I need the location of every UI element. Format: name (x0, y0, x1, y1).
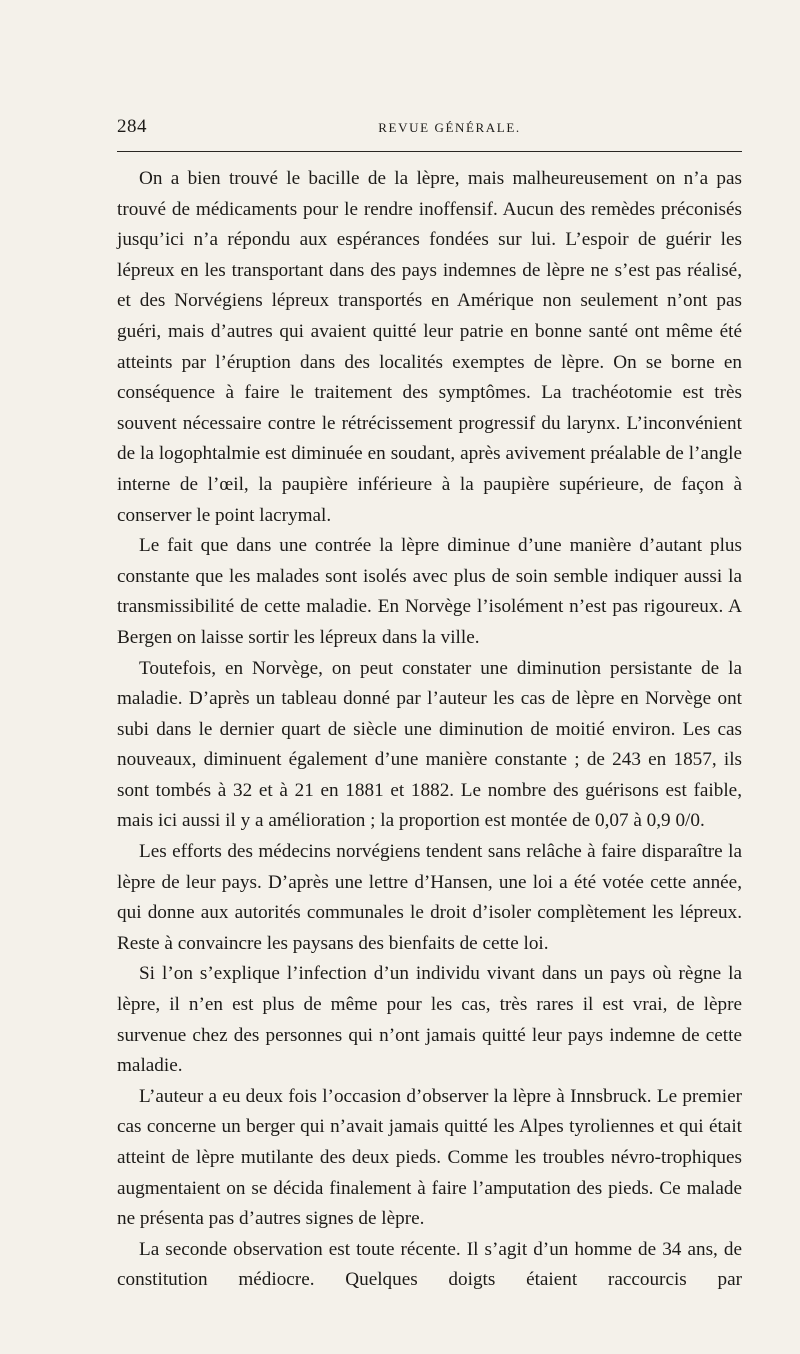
running-title: REVUE GÉNÉRALE. (378, 120, 521, 135)
page-number: 284 (117, 116, 147, 137)
paragraph: La seconde observation est toute récente. Il s’agit d’un homme de 34 ans, de constitution médiocre. Quelques doigts étaient raccourcis par (117, 1238, 742, 1291)
paragraph: Si l’on s’explique l’infection d’un individu vivant dans un pays où règne la lèpre, il n’en est plus de même pour les cas, très rares il est vrai, de lèpre survenue chez des personnes qui n’ont jamais quitté leur pays indemne de cette maladie. (117, 963, 742, 1077)
paragraph: Toutefois, en Norvège, on peut constater une diminution persistante de la maladie. D’après un tableau donné par l’auteur les cas de lèpre en Norvège ont subi dans le dernier quart de siècle une diminution de moitié environ. Les cas nouveaux, diminuent également d’une manière constante ; de 243 en 1857, ils sont tombés à 32 et à 21 en 1881 et 1882. Le nombre des guérisons est faible, mais ici aussi il y a amélioration ; la proportion est montée de 0,07 à 0,9 0/0. (117, 657, 742, 832)
paragraph: Les efforts des médecins norvégiens tendent sans relâche à faire disparaître la lèpre de leur pays. D’après une lettre d’Hansen, une loi a été votée cette année, qui donne aux autorités communales le droit d’isoler complètement les lépreux. Reste à convaincre les paysans des bienfaits de cette loi. (117, 841, 742, 954)
header-rule (117, 151, 742, 152)
paragraph: L’auteur a eu deux fois l’occasion d’observer la lèpre à Innsbruck. Le premier cas concerne un berger qui n’avait jamais quitté les Alpes tyroliennes et qui était atteint de lèpre mutilante des deux pieds. Comme les troubles névro-trophiques augmentaient on se décida finalement à faire l’amputation des pieds. Ce malade ne présenta pas d’autres signes de lèpre. (117, 1085, 742, 1230)
page-header (117, 112, 742, 142)
body-text (117, 164, 742, 1296)
paragraph: Le fait que dans une contrée la lèpre diminue d’une manière d’autant plus constante que les malades sont isolés avec plus de soin semble indiquer aussi la transmissibilité de cette maladie. En Norvège l’isolément n’est pas rigoureux. A Bergen on laisse sortir les lépreux dans la ville. (117, 535, 742, 648)
paragraph: On a bien trouvé le bacille de la lèpre, mais malheureusement on n’a pas trouvé de médicaments pour le rendre inoffensif. Aucun des remèdes préconisés jusqu’ici n’a répondu aux espérances fondées sur lui. L’espoir de guérir les lépreux en les transportant dans des pays indemnes de lèpre ne s’est pas réalisé, et des Norvégiens lépreux transportés en Amérique non seulement n’ont pas guéri, mais d’autres qui avaient quitté leur patrie en bonne santé ont même été atteints par l’éruption dans des localités exemptes de lèpre. On se borne en conséquence à faire le traitement des symptômes. La trachéotomie est très souvent nécessaire contre le rétrécissement progressif du larynx. L’inconvénient de la logophtalmie est diminuée en soudant, après avivement préalable de l’angle interne de l’œil, la paupière inférieure à la paupière supérieure, de façon à conserver le point lacrymal. (117, 168, 742, 526)
